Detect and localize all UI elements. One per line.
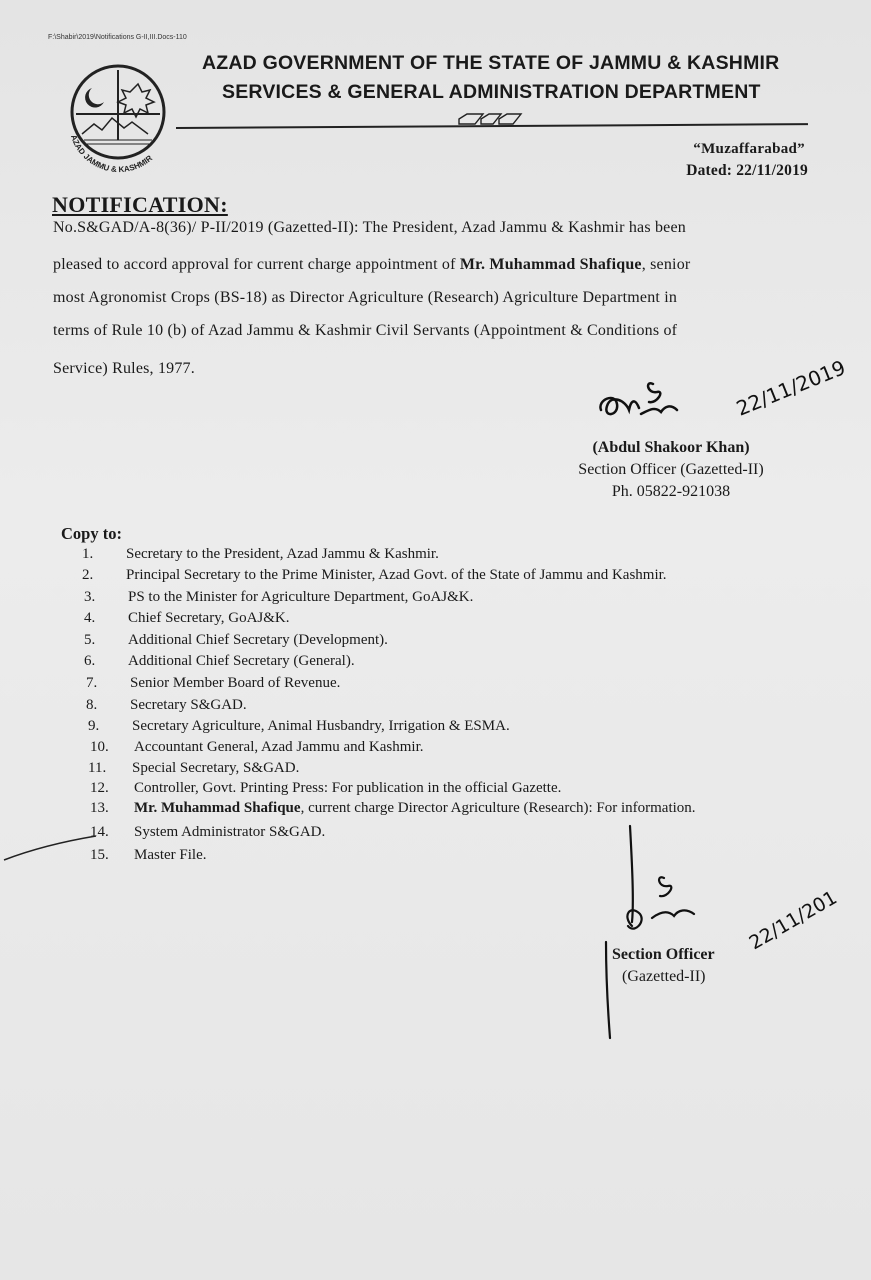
- copy-to-item-text: Secretary Agriculture, Animal Husbandry, Irrigation & ESMA.: [132, 718, 510, 734]
- department-header-line1: AZAD GOVERNMENT OF THE STATE OF JAMMU & KASHMIR: [202, 52, 780, 74]
- file-path-label: F:\Shabir\2019\Notifications G-II,III.Docs-110: [48, 34, 187, 41]
- copy-to-item-number: 3.: [84, 589, 96, 605]
- body-line-1: No.S&GAD/A-8(36)/ P-II/2019 (Gazetted-II): The President, Azad Jammu & Kashmir has been: [53, 219, 686, 236]
- copy-to-item-number: 8.: [86, 697, 98, 713]
- copy-to-item-text: Additional Chief Secretary (Development).: [128, 632, 388, 648]
- copy-to-item-text: Additional Chief Secretary (General).: [128, 653, 355, 669]
- copy-to-item-number: 13.: [90, 800, 109, 816]
- copy-to-item-text: Master File.: [134, 847, 207, 863]
- copy-to-item-number: 15.: [90, 847, 109, 863]
- copy-to-item: [90, 780, 561, 797]
- svg-text:22/11/2019: 22/11/2019: [732, 355, 849, 421]
- signatory-phone: Ph. 05822-921038: [611, 483, 731, 500]
- copy-to-label: Copy to:: [61, 524, 122, 543]
- copy-to-item: [82, 567, 667, 584]
- department-header-line2: SERVICES & GENERAL ADMINISTRATION DEPARTMENT: [222, 81, 761, 103]
- body-line-2: pleased to accord approval for current charge appointment of Mr. Muhammad Shafique, senior: [53, 256, 691, 273]
- copy-to-item-number: 10.: [90, 739, 109, 755]
- copy-to-item-text: Chief Secretary, GoAJ&K.: [128, 610, 290, 626]
- copy-to-item: [84, 610, 289, 627]
- handwritten-signature: [595, 370, 755, 430]
- copy-to-item-number: 14.: [90, 824, 109, 840]
- copy-to-item-number: 1.: [82, 546, 94, 562]
- margin-pen-stroke: [0, 830, 100, 864]
- copy-to-item-text: Controller, Govt. Printing Press: For publication in the official Gazette.: [134, 780, 562, 796]
- body-line-3: most Agronomist Crops (BS-18) as Director Agriculture (Research) Agriculture Department in: [53, 289, 678, 306]
- dated-label: Dated: 22/11/2019: [686, 162, 808, 179]
- copy-to-item: [86, 697, 247, 714]
- copy-to-item-text: Secretary S&GAD.: [130, 697, 247, 713]
- copy-to-item: [90, 800, 696, 817]
- copy-to-item-number: 5.: [84, 632, 96, 648]
- copy-to-item: [82, 546, 439, 563]
- copy-to-item-bold: Mr. Muhammad Shafique: [134, 800, 301, 816]
- copy-to-item-number: 6.: [84, 653, 96, 669]
- signatory-designation: Section Officer (Gazetted-II): [578, 461, 764, 478]
- signature-block: [555, 437, 787, 503]
- notification-heading: NOTIFICATION:: [52, 192, 228, 217]
- signature-block-2: [612, 944, 715, 988]
- copy-to-item: [90, 739, 424, 756]
- copy-to-item: [84, 632, 388, 649]
- ornament-divider: [455, 112, 525, 126]
- copy-to-item-text: Accountant General, Azad Jammu and Kashmir.: [134, 739, 424, 755]
- copy-to-item: [90, 824, 325, 841]
- copy-to-item: [86, 675, 340, 692]
- copy-to-item-text: System Administrator S&GAD.: [134, 824, 326, 840]
- copy-to-item-text: Principal Secretary to the Prime Minister, Azad Govt. of the State of Jammu and Kashmir.: [126, 567, 667, 583]
- copy-to-item-text: Secretary to the President, Azad Jammu & Kashmir.: [126, 546, 439, 562]
- handwritten-date-1: [732, 355, 871, 424]
- copy-to-item-number: 7.: [86, 675, 98, 691]
- body-line-4: terms of Rule 10 (b) of Azad Jammu & Kashmir Civil Servants (Appointment & Conditions of: [53, 322, 678, 339]
- copy-to-item: [90, 847, 207, 864]
- copy-to-item-text: Special Secretary, S&GAD.: [132, 760, 300, 776]
- copy-to-item-number: 9.: [88, 718, 100, 734]
- copy-to-item-number: 12.: [90, 780, 109, 796]
- copy-to-item-number: 11.: [88, 760, 107, 776]
- signatory-name: (Abdul Shakoor Khan): [592, 439, 750, 456]
- handwritten-date-2: [745, 850, 871, 960]
- logo-text: AZAD JAMMU & KASHMIR: [68, 133, 155, 174]
- copy-to-item: [88, 760, 299, 777]
- body-line-5: Service) Rules, 1977.: [53, 360, 195, 377]
- signatory-title-2: Section Officer: [612, 946, 715, 963]
- copy-to-item-number: 4.: [84, 610, 96, 626]
- place-label: “Muzaffarabad”: [693, 141, 805, 157]
- ajk-emblem-logo: [62, 62, 174, 174]
- appointee-name: Mr. Muhammad Shafique: [459, 256, 642, 273]
- copy-to-item-number: 2.: [82, 567, 94, 583]
- copy-to-item: [84, 589, 473, 606]
- copy-to-item: [84, 653, 355, 670]
- svg-text:22/11/201: 22/11/201: [745, 886, 841, 955]
- signatory-subtitle-2: (Gazetted-II): [622, 968, 706, 985]
- handwritten-signature-2: [602, 822, 752, 1042]
- copy-to-item-text: PS to the Minister for Agriculture Department, GoAJ&K.: [128, 589, 474, 605]
- copy-to-item: [88, 718, 510, 735]
- copy-to-item-text: Senior Member Board of Revenue.: [130, 675, 341, 691]
- copy-to-item-text: , current charge Director Agriculture (Research): For information.: [300, 800, 696, 816]
